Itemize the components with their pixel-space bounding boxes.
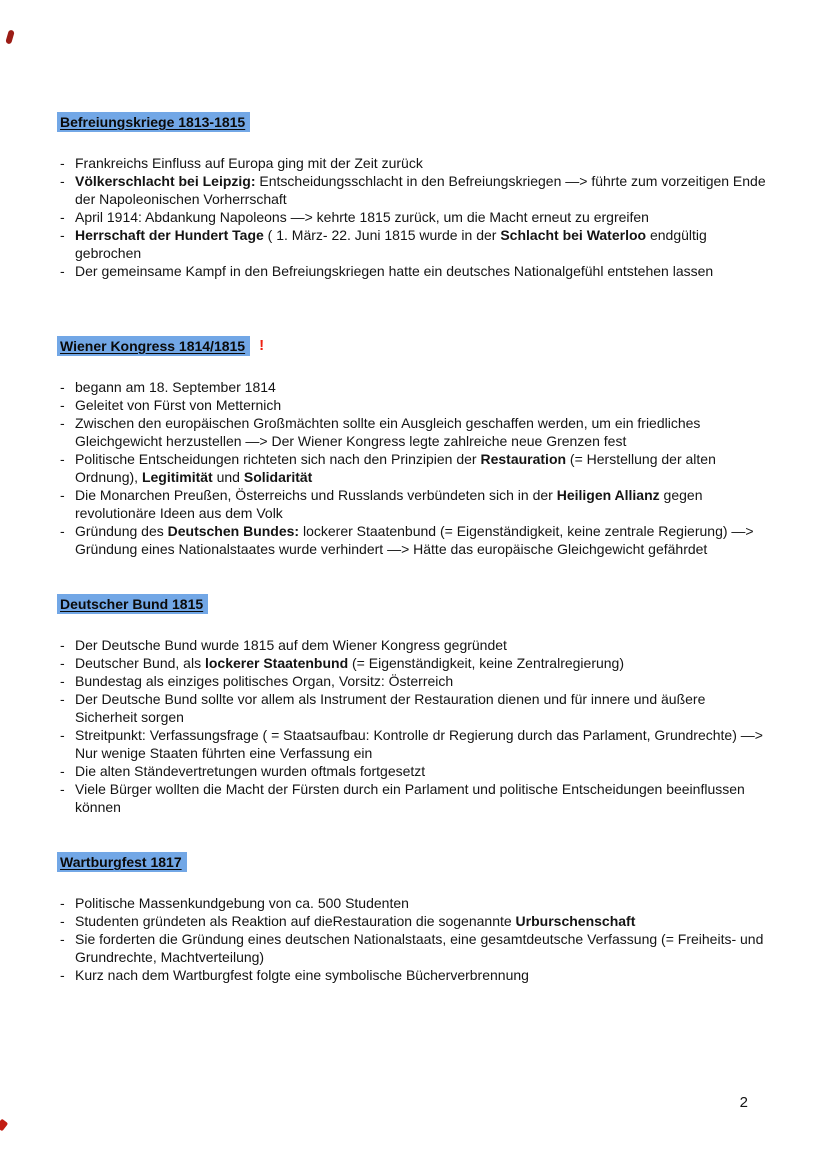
bullet-item [60, 690, 770, 726]
bullet-text: begann am 18. September 1814 [75, 379, 276, 395]
exclamation-icon: ! [259, 336, 265, 354]
bullet-dash: - [60, 379, 65, 395]
bullet-text: Politische Entscheidungen richteten sich nach den Prinzipien der Restauration (= Herstellung der alten Ordnung), Legitimität und Solidarität [75, 451, 716, 485]
bullet-dash: - [60, 209, 65, 225]
bullet-dash: - [60, 763, 65, 779]
bullet-dash: - [60, 523, 65, 539]
bullet-item [60, 262, 770, 280]
bullet-dash: - [60, 173, 65, 189]
bullet-dash: - [60, 227, 65, 243]
bullet-item [60, 378, 770, 396]
bullet-dash: - [60, 691, 65, 707]
bullet-text: Sie forderten die Gründung eines deutschen Nationalstaats, eine gesamtdeutsche Verfassung (= Freiheits- und Grundrechte, Machtverteilung) [75, 931, 764, 965]
section [60, 336, 770, 558]
bullet-dash: - [60, 931, 65, 947]
page-number: 2 [739, 1094, 748, 1111]
bullet-item [60, 636, 770, 654]
bullet-item [60, 450, 770, 486]
bullet-item [60, 486, 770, 522]
bullet-dash: - [60, 655, 65, 671]
bullet-item [60, 522, 770, 558]
bullet-list [60, 154, 770, 280]
bullet-text: Der Deutsche Bund sollte vor allem als Instrument der Restauration dienen und für innere und äußere Sicherheit sorgen [75, 691, 706, 725]
bullet-text: Studenten gründeten als Reaktion auf dieRestauration die sogenannte Urburschenschaft [75, 913, 636, 929]
bullet-item [60, 414, 770, 450]
bullet-dash: - [60, 781, 65, 797]
bullet-dash: - [60, 415, 65, 431]
bullet-item [60, 208, 770, 226]
section-heading: Befreiungskriege 1813-1815 [57, 112, 250, 132]
section [60, 594, 770, 816]
bullet-text: Der gemeinsame Kampf in den Befreiungskriegen hatte ein deutsches Nationalgefühl entstehen lassen [75, 263, 714, 279]
bullet-dash: - [60, 397, 65, 413]
bullet-item [60, 762, 770, 780]
page-body [60, 112, 770, 984]
bullet-dash: - [60, 967, 65, 983]
section-heading: Deutscher Bund 1815 [57, 594, 208, 614]
section [60, 852, 770, 984]
bullet-dash: - [60, 155, 65, 171]
bullet-text: Geleitet von Fürst von Metternich [75, 397, 282, 413]
bullet-item [60, 912, 770, 930]
bullet-text: Die Monarchen Preußen, Österreichs und Russlands verbündeten sich in der Heiligen Allianz gegen revolutionäre Ideen aus dem Volk [75, 487, 703, 521]
bullet-text: Streitpunkt: Verfassungsfrage ( = Staatsaufbau: Kontrolle dr Regierung durch das Parlament, Grundrechte) —> Nur wenige Staaten führten eine Verfassung ein [75, 727, 763, 761]
bullet-item [60, 154, 770, 172]
bullet-text: Bundestag als einziges politisches Organ, Vorsitz: Österreich [75, 673, 454, 689]
section-heading-row [60, 112, 770, 132]
bullet-dash: - [60, 637, 65, 653]
bullet-list [60, 378, 770, 558]
bullet-text: Völkerschlacht bei Leipzig: Entscheidungsschlacht in den Befreiungskriegen —> führte zum vorzeitigen Ende der Napoleonischen Vorherrschaft [75, 173, 766, 207]
bullet-dash: - [60, 673, 65, 689]
bullet-list [60, 636, 770, 816]
bullet-list [60, 894, 770, 984]
bullet-text: April 1914: Abdankung Napoleons —> kehrte 1815 zurück, um die Macht erneut zu ergreifen [75, 209, 649, 225]
bullet-text: Frankreichs Einfluss auf Europa ging mit der Zeit zurück [75, 155, 423, 171]
bullet-text: Gründung des Deutschen Bundes: lockerer Staatenbund (= Eigenständigkeit, keine zentrale Regierung) —> Gründung eines Nationalstaates wurde verhindert —> Hätte das europäische Gleichgewicht gefährdet [75, 523, 754, 557]
bullet-dash: - [60, 487, 65, 503]
section-heading-row [60, 852, 770, 872]
section-heading: Wiener Kongress 1814/1815 [57, 336, 250, 356]
bullet-dash: - [60, 263, 65, 279]
section [60, 112, 770, 280]
bullet-text: Deutscher Bund, als lockerer Staatenbund (= Eigenständigkeit, keine Zentralregierung) [75, 655, 625, 671]
section-heading: Wartburgfest 1817 [57, 852, 187, 872]
section-heading-row [60, 336, 770, 356]
bullet-item [60, 966, 770, 984]
bullet-text: Viele Bürger wollten die Macht der Fürsten durch ein Parlament und politische Entscheidungen beeinflussen können [75, 781, 745, 815]
bullet-item [60, 894, 770, 912]
bullet-item [60, 726, 770, 762]
bullet-text: Die alten Ständevertretungen wurden oftmals fortgesetzt [75, 763, 426, 779]
bullet-dash: - [60, 895, 65, 911]
bullet-text: Politische Massenkundgebung von ca. 500 Studenten [75, 895, 409, 911]
bullet-dash: - [60, 913, 65, 929]
bullet-text: Der Deutsche Bund wurde 1815 auf dem Wiener Kongress gegründet [75, 637, 507, 653]
bullet-text: Zwischen den europäischen Großmächten sollte ein Ausgleich geschaffen werden, um ein friedliches Gleichgewicht herzustellen —> Der Wiener Kongress legte zahlreiche neue Grenzen fest [75, 415, 701, 449]
bullet-item [60, 172, 770, 208]
section-heading-row [60, 594, 770, 614]
bullet-item [60, 672, 770, 690]
bullet-item [60, 930, 770, 966]
bullet-text: Herrschaft der Hundert Tage ( 1. März- 22. Juni 1815 wurde in der Schlacht bei Waterloo endgültig gebrochen [75, 227, 707, 261]
bullet-dash: - [60, 451, 65, 467]
bullet-item [60, 654, 770, 672]
bullet-dash: - [60, 727, 65, 743]
bullet-item [60, 396, 770, 414]
bullet-text: Kurz nach dem Wartburgfest folgte eine symbolische Bücherverbrennung [75, 967, 529, 983]
bullet-item [60, 226, 770, 262]
bullet-item [60, 780, 770, 816]
